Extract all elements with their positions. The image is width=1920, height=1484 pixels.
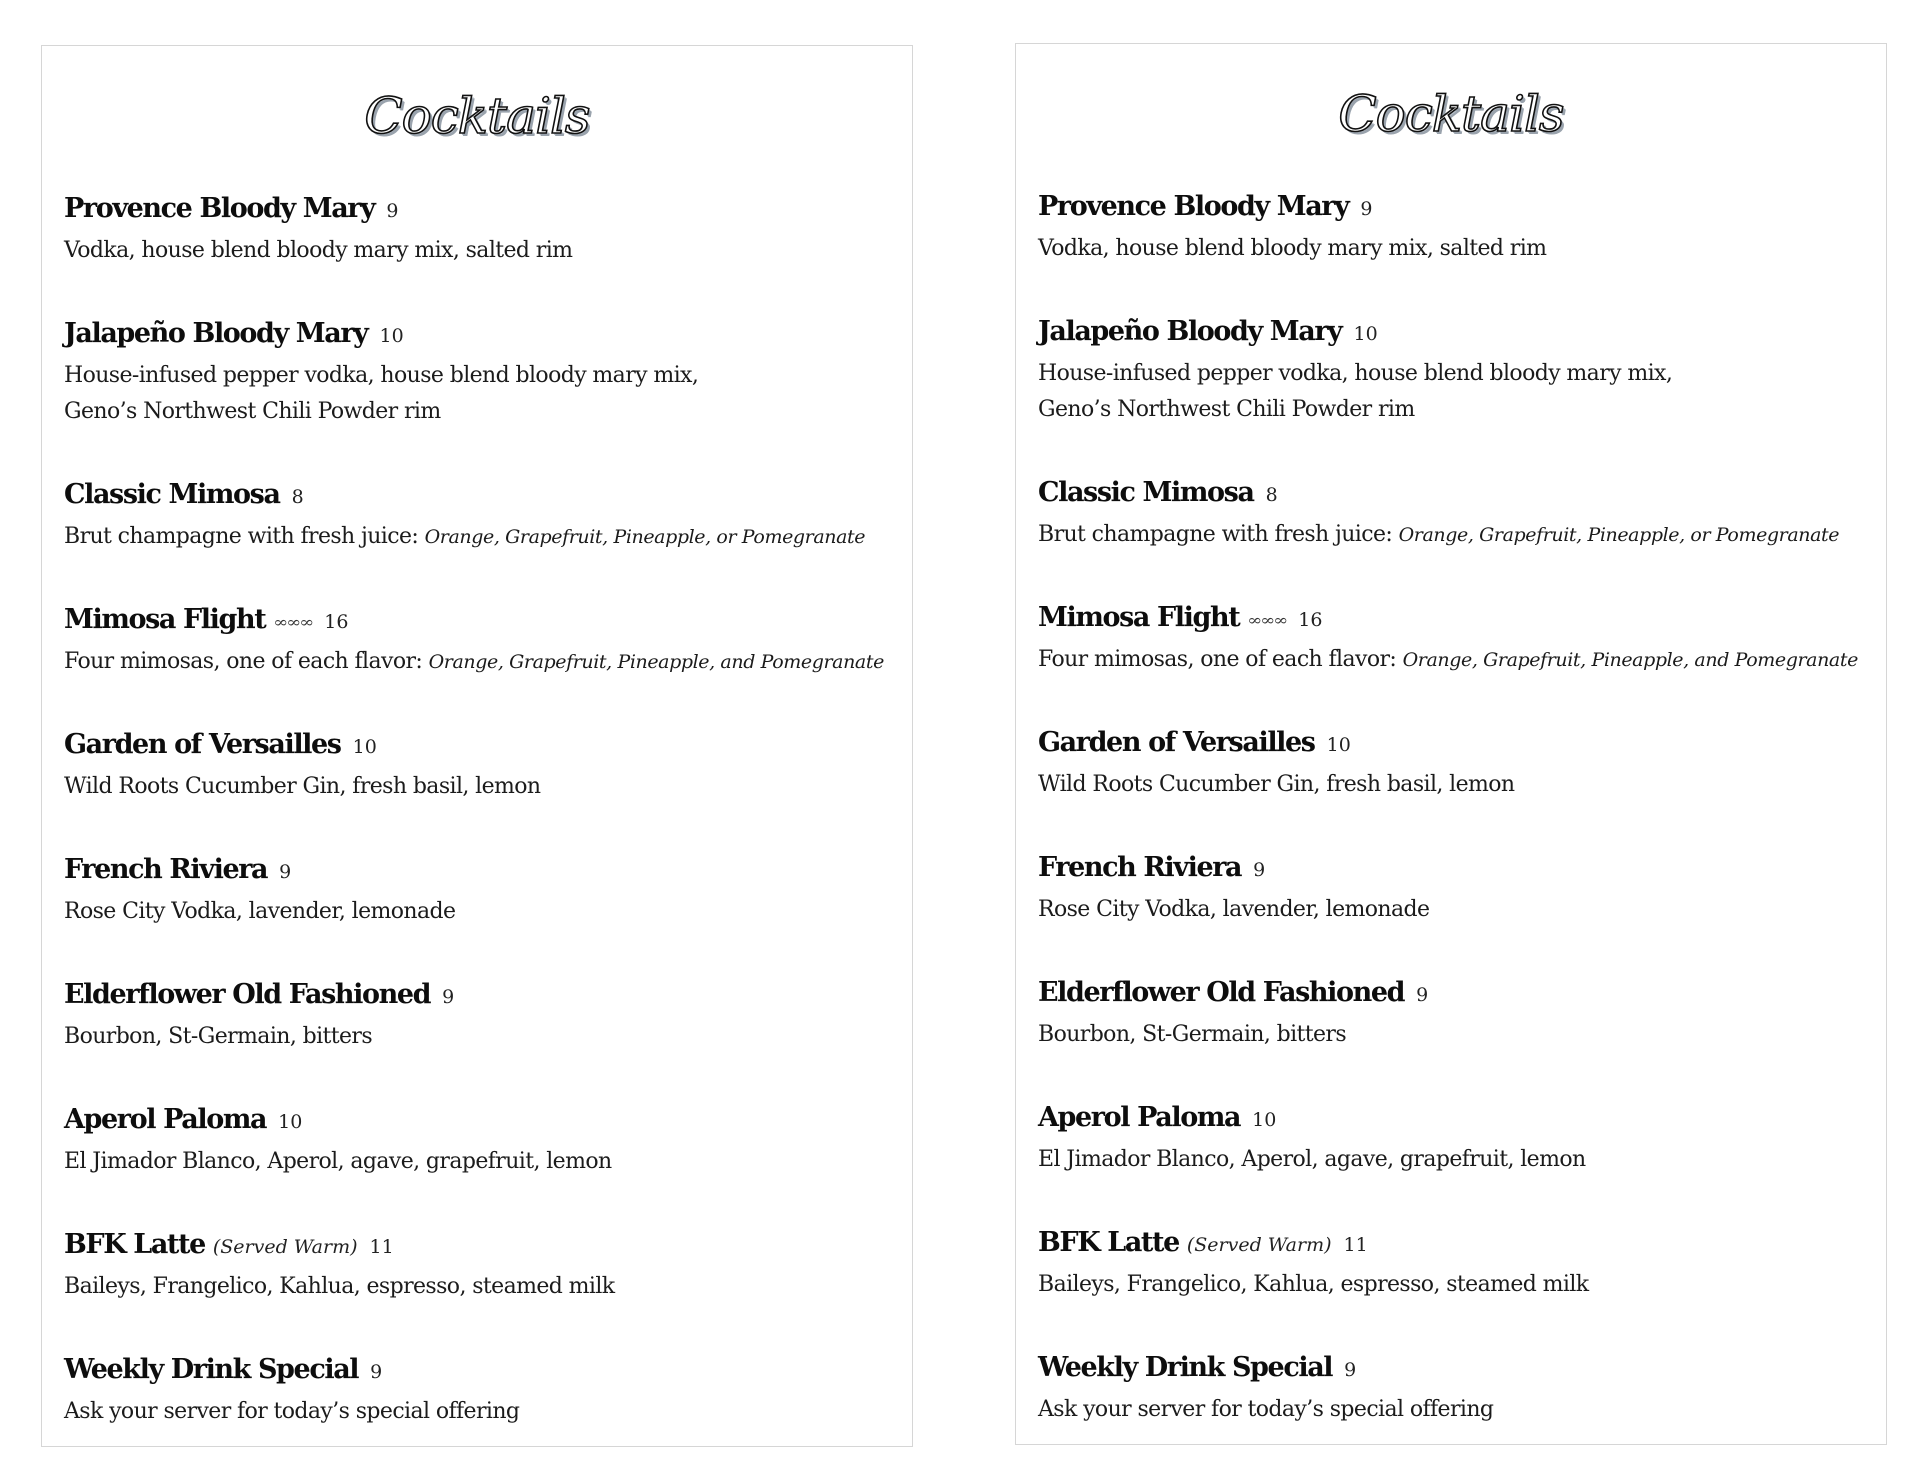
menu-item-name: Provence Bloody Mary — [64, 193, 375, 224]
menu-item-name: Garden of Versailles — [64, 729, 341, 760]
menu-item-name: Weekly Drink Special — [1038, 1352, 1333, 1383]
menu-item-header — [64, 729, 902, 769]
menu-item-name: Aperol Paloma — [1038, 1102, 1241, 1133]
menu-item-description — [64, 644, 902, 680]
menu-item-description — [64, 1394, 902, 1430]
description-line: Geno’s Northwest Chili Powder rim — [64, 399, 441, 424]
menu-item-header — [1038, 1102, 1876, 1142]
menu-item-name: Elderflower Old Fashioned — [64, 979, 431, 1010]
description-line: Bourbon, St-Germain, bitters — [1038, 1022, 1347, 1047]
menu-item-description — [1038, 356, 1876, 428]
menu-item-price: 8 — [291, 486, 304, 508]
description-line: El Jimador Blanco, Aperol, agave, grapefruit, lemon — [64, 1149, 612, 1174]
description-text: Four mimosas, one of each flavor: — [64, 649, 429, 674]
menu-item-price: 8 — [1265, 484, 1278, 506]
description-line: House-infused pepper vodka, house blend bloody mary mix, — [64, 363, 699, 388]
menu-item — [64, 604, 902, 680]
menu-item-name: Mimosa Flight — [1038, 602, 1240, 633]
menu-item-price: 9 — [279, 861, 292, 883]
menu-item-price: 11 — [1343, 1234, 1368, 1256]
menu-item — [1038, 602, 1876, 678]
menu-item — [1038, 477, 1876, 553]
description-flavors: Orange, Grapefruit, Pineapple, or Pomegranate — [1398, 524, 1840, 546]
menu-item-name: Jalapeño Bloody Mary — [64, 318, 368, 349]
menu-item-name: Weekly Drink Special — [64, 1354, 359, 1385]
menu-item-header — [1038, 1352, 1876, 1392]
menu-item-description — [64, 519, 902, 555]
menu-item-price: 16 — [324, 611, 349, 633]
description-flavors: Orange, Grapefruit, Pineapple, or Pomegranate — [424, 526, 866, 548]
menu-item-price: 9 — [1253, 859, 1266, 881]
menu-item-description — [1038, 1267, 1876, 1303]
menu-item-name: French Riviera — [64, 854, 268, 885]
menu-item-description — [64, 1144, 902, 1180]
menu-item-description — [64, 894, 902, 930]
menu-item-price: 10 — [1252, 1109, 1277, 1131]
menu-item — [1038, 852, 1876, 928]
menu-item-name: Classic Mimosa — [1038, 477, 1254, 508]
menu-item-header — [64, 854, 902, 894]
menu-item-price: 9 — [386, 200, 399, 222]
menu-item-name: French Riviera — [1038, 852, 1242, 883]
menu-item-price: 11 — [369, 1236, 394, 1258]
menu-item — [64, 729, 902, 805]
menu-item — [64, 193, 902, 269]
menu-item-price: 9 — [1416, 984, 1429, 1006]
menu-item — [64, 1104, 902, 1180]
menu-item-name: Provence Bloody Mary — [1038, 191, 1349, 222]
description-text: Brut champagne with fresh juice: — [1038, 522, 1399, 547]
menu-item — [1038, 191, 1876, 267]
description-line: El Jimador Blanco, Aperol, agave, grapefruit, lemon — [1038, 1147, 1586, 1172]
description-line: Bourbon, St-Germain, bitters — [64, 1024, 373, 1049]
menu-item-name: Aperol Paloma — [64, 1104, 267, 1135]
flourish-icon: ∞∞∞ — [273, 614, 313, 631]
menu-item-description — [1038, 892, 1876, 928]
menu-item-description — [1038, 1392, 1876, 1428]
menu-item-description — [1038, 642, 1876, 678]
menu-item-name: Garden of Versailles — [1038, 727, 1315, 758]
menu-item-header — [1038, 727, 1876, 767]
menu-item-header — [64, 604, 902, 644]
menu-item-header — [64, 1104, 902, 1144]
menu-item-header — [64, 979, 902, 1019]
menu-title: Cocktails — [364, 87, 590, 145]
menu-item-description — [1038, 517, 1876, 553]
description-line: Wild Roots Cucumber Gin, fresh basil, lemon — [64, 774, 541, 799]
menu-item-header — [1038, 316, 1876, 356]
menu-item-name: Mimosa Flight — [64, 604, 266, 635]
menu-item — [64, 854, 902, 930]
description-line: Geno’s Northwest Chili Powder rim — [1038, 397, 1415, 422]
description-flavors: Orange, Grapefruit, Pineapple, and Pomegranate — [1402, 649, 1858, 671]
menu-item-name: Elderflower Old Fashioned — [1038, 977, 1405, 1008]
menu-item-header — [64, 1229, 902, 1269]
menu-item — [1038, 316, 1876, 428]
menu-item — [64, 1229, 902, 1305]
description-line: Baileys, Frangelico, Kahlua, espresso, steamed milk — [64, 1274, 615, 1299]
menu-item-description — [64, 358, 902, 430]
menu-item-name: Jalapeño Bloody Mary — [1038, 316, 1342, 347]
menu-item-price: 9 — [1344, 1359, 1357, 1381]
menu-item-price: 10 — [352, 736, 377, 758]
menu-item — [64, 1354, 902, 1430]
menu-item-list — [64, 193, 902, 1430]
menu-item — [64, 318, 902, 430]
menu-page-left — [41, 45, 913, 1447]
description-line: House-infused pepper vodka, house blend bloody mary mix, — [1038, 361, 1673, 386]
flourish-icon: ∞∞∞ — [1247, 612, 1287, 629]
menu-item-description — [64, 1019, 902, 1055]
description-line: Vodka, house blend bloody mary mix, salted rim — [1038, 236, 1547, 261]
menu-item-price: 9 — [442, 986, 455, 1008]
menu-item-header — [1038, 852, 1876, 892]
menu-item — [64, 479, 902, 555]
menu-item-price: 10 — [1326, 734, 1351, 756]
description-text: Four mimosas, one of each flavor: — [1038, 647, 1403, 672]
menu-item-header — [1038, 1227, 1876, 1267]
menu-item-name: Classic Mimosa — [64, 479, 280, 510]
description-text: Brut champagne with fresh juice: — [64, 524, 425, 549]
menu-item-header — [64, 193, 902, 233]
description-line: Rose City Vodka, lavender, lemonade — [64, 899, 456, 924]
description-line: Wild Roots Cucumber Gin, fresh basil, lemon — [1038, 772, 1515, 797]
description-line: Baileys, Frangelico, Kahlua, espresso, steamed milk — [1038, 1272, 1589, 1297]
menu-item-description — [64, 769, 902, 805]
menu-item-header — [64, 479, 902, 519]
menu-item-price: 10 — [1353, 323, 1378, 345]
menu-page-right — [1015, 43, 1887, 1445]
menu-item — [64, 979, 902, 1055]
menu-item-list — [1038, 191, 1876, 1428]
menu-item-header — [1038, 602, 1876, 642]
menu-item — [1038, 1352, 1876, 1428]
menu-item — [1038, 1102, 1876, 1178]
menu-item-header — [1038, 191, 1876, 231]
description-line: Ask your server for today’s special offering — [64, 1399, 520, 1424]
description-line: Rose City Vodka, lavender, lemonade — [1038, 897, 1430, 922]
menu-item-description — [1038, 767, 1876, 803]
menu-item-price: 9 — [1360, 198, 1373, 220]
menu-item-price: 10 — [278, 1111, 303, 1133]
menu-item-name: BFK Latte — [1038, 1227, 1179, 1258]
menu-item-name: BFK Latte — [64, 1229, 205, 1260]
menu-item — [1038, 977, 1876, 1053]
menu-item-description — [1038, 231, 1876, 267]
description-line: Vodka, house blend bloody mary mix, salted rim — [64, 238, 573, 263]
description-flavors: Orange, Grapefruit, Pineapple, and Pomegranate — [428, 651, 884, 673]
menu-item-price: 9 — [370, 1361, 383, 1383]
menu-item-description — [64, 1269, 902, 1305]
menu-item-header — [1038, 977, 1876, 1017]
menu-item-price: 10 — [379, 325, 404, 347]
menu-item — [1038, 727, 1876, 803]
menu-item-description — [64, 233, 902, 269]
menu-item — [1038, 1227, 1876, 1303]
menu-item-description — [1038, 1142, 1876, 1178]
menu-item-header — [64, 1354, 902, 1394]
description-line: Ask your server for today’s special offering — [1038, 1397, 1494, 1422]
menu-item-note: (Served Warm) — [1186, 1234, 1332, 1256]
menu-item-note: (Served Warm) — [212, 1236, 358, 1258]
menu-item-description — [1038, 1017, 1876, 1053]
menu-item-header — [1038, 477, 1876, 517]
menu-item-header — [64, 318, 902, 358]
menu-title: Cocktails — [1338, 85, 1564, 143]
menu-item-price: 16 — [1298, 609, 1323, 631]
